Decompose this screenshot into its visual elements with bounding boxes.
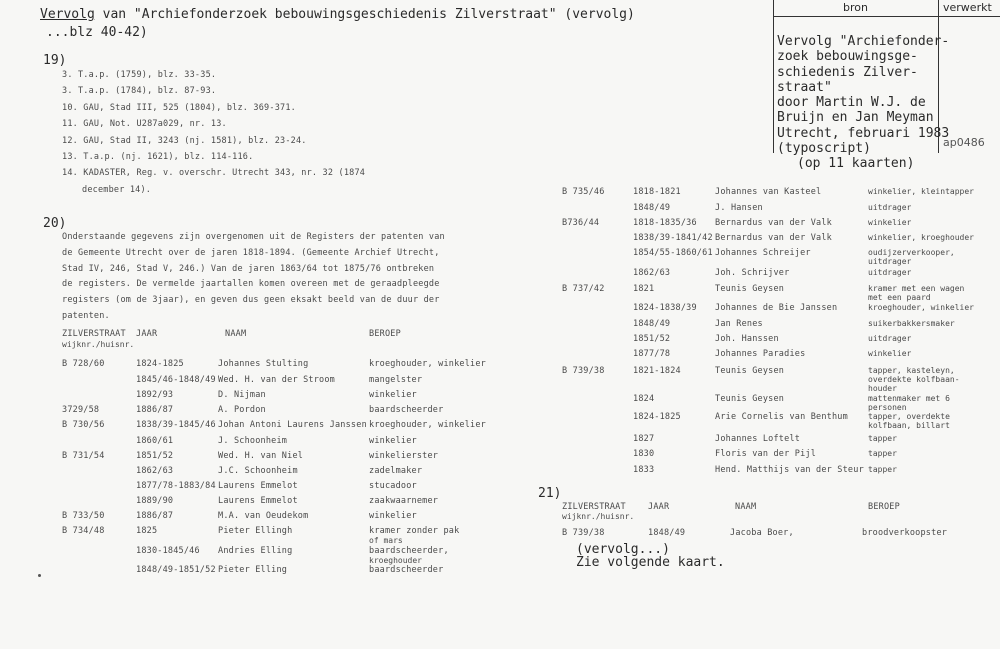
- table-row-name: Joh. Schrijver: [715, 268, 790, 278]
- note-19-item: 3. T.a.p. (1784), blz. 87-93.: [62, 86, 217, 97]
- col-header-job: BEROEP: [369, 329, 401, 339]
- table-row-year: 1845/46-1848/49: [136, 375, 216, 385]
- document-title: [40, 7, 635, 22]
- title-subtitle: ...blz 40-42): [46, 25, 148, 40]
- table-row-job-cont: uitdrager: [868, 257, 912, 266]
- col-header-name: NAAM: [225, 329, 247, 339]
- source-line: Bruijn en Jan Meyman: [777, 110, 934, 126]
- note-19-label: 19): [43, 53, 67, 68]
- table-row-name: Andries Elling: [218, 546, 293, 556]
- table-row-name: Johannes van Kasteel: [715, 187, 822, 197]
- table-row-job: winkelier: [868, 218, 912, 227]
- table-row-job: stucadoor: [369, 481, 417, 491]
- source-description: [777, 34, 949, 156]
- note21-row-year: 1848/49: [648, 528, 686, 538]
- table-row-name: Arie Cornelis van Benthum: [715, 412, 848, 422]
- table-row-year: 1825: [136, 526, 158, 536]
- table-row-year: 1886/87: [136, 511, 174, 521]
- table-row-name: Johannes Stulting: [218, 359, 309, 369]
- table-row-name: Laurens Emmelot: [218, 481, 298, 491]
- table-row-job: uitdrager: [868, 268, 912, 277]
- table-row-job: mangelster: [369, 375, 423, 385]
- note-20-paragraph: [62, 230, 445, 325]
- see-next-card: Zie volgende kaart.: [576, 555, 725, 570]
- table-row-job: tapper: [868, 465, 897, 474]
- source-line: (typoscript): [777, 141, 871, 157]
- note-20-label: 20): [43, 216, 67, 231]
- source-line: Utrecht, februari 1983: [777, 125, 950, 141]
- table-row-year: 1827: [633, 434, 655, 444]
- table-row-name: Laurens Emmelot: [218, 496, 298, 506]
- table-row-year: 1889/90: [136, 496, 174, 506]
- table-row-name: Johannes de Bie Janssen: [715, 303, 838, 313]
- table-row-job: baardscheerder,: [369, 546, 449, 556]
- vervolg-word: Vervolg: [40, 7, 95, 22]
- table-row-nr: B 733/50: [62, 511, 105, 521]
- table-row-job: uitdrager: [868, 334, 912, 343]
- note-20-line: Onderstaande gegevens zijn overgenomen uit de Registers der patenten van: [62, 232, 445, 242]
- note-19-item: 3. T.a.p. (1759), blz. 33-35.: [62, 70, 217, 80]
- table-row-year: 1886/87: [136, 405, 174, 415]
- table-row-year: 1818-1821: [633, 187, 681, 197]
- note21-col-header-job: BEROEP: [868, 502, 900, 512]
- note-20-line: de Gemeente Utrecht over de jaren 1818-1894. (Gemeente Archief Utrecht,: [62, 247, 440, 258]
- table-row-job: kroeghouder, winkelier: [369, 420, 486, 430]
- table-row-name: J.C. Schoonheim: [218, 466, 298, 476]
- table-row-name: Pieter Ellingh: [218, 526, 293, 536]
- table-row-year: 1824-1838/39: [633, 303, 697, 313]
- note-19-item: 12. GAU, Stad II, 3243 (nj. 1581), blz. 23-24.: [62, 135, 307, 146]
- source-line: zoek bebouwingsge-: [777, 49, 918, 65]
- table-row-job: mattenmaker met 6: [868, 394, 950, 403]
- table-row-year: 1830: [633, 449, 655, 459]
- note21-col-header-year: JAAR: [648, 502, 670, 512]
- table-row-name: Floris van der Pijl: [715, 449, 817, 459]
- note-20-line: de registers. De vermelde jaartallen komen overeen met de geraadpleegde: [62, 279, 440, 290]
- table-row-year: 1838/39-1841/42: [633, 233, 713, 243]
- table-row-job-cont: kroeghouder: [369, 556, 422, 565]
- table-row-job: tapper: [868, 434, 897, 443]
- vervolg-note: (vervolg...): [576, 542, 670, 557]
- table-row-job-cont: overdekte kolfbaan-: [868, 375, 960, 384]
- table-row-job-cont: kolfbaan, billart: [868, 421, 950, 430]
- table-row-year: 1824-1825: [633, 412, 681, 422]
- table-row-name: Johannes Loftelt: [715, 434, 801, 444]
- table-row-name: M.A. van Oeudekom: [218, 511, 309, 521]
- table-row-job: suikerbakkersmaker: [868, 319, 955, 328]
- note-21-label: 21): [538, 486, 562, 501]
- note21-col-header-street: ZILVERSTRAAT: [562, 502, 626, 512]
- table-row-job: tapper, kasteleyn,: [868, 366, 955, 375]
- cards-count: (op 11 kaarten): [797, 156, 915, 171]
- note-19-item-cont: december 14).: [82, 184, 152, 195]
- table-row-job: baardscheerder: [369, 565, 444, 575]
- table-row-name: Joh. Hanssen: [715, 334, 779, 344]
- table-row-year: 1838/39-1845/46: [136, 420, 216, 430]
- table-row-year: 1848/49: [633, 319, 671, 329]
- table-row-job: winkelierster: [369, 451, 439, 461]
- col-header-year: JAAR: [136, 329, 158, 339]
- table-row-job-cont: met een paard: [868, 293, 931, 302]
- bron-box-left-border: [773, 0, 774, 153]
- source-line: straat": [777, 79, 832, 95]
- table-row-job: kroeghouder, winkelier: [369, 359, 486, 369]
- table-row-nr: B736/44: [562, 218, 600, 228]
- table-row-job: oudijzerverkooper,: [868, 248, 955, 257]
- table-row-year: 1848/49-1851/52: [136, 565, 216, 575]
- source-line: door Martin W.J. de: [777, 95, 926, 111]
- verwerkt-header: verwerkt: [943, 1, 992, 14]
- table-row-name: Teunis Geysen: [715, 366, 785, 376]
- table-row-job: winkelier: [369, 390, 417, 400]
- table-row-name: Teunis Geysen: [715, 284, 785, 294]
- table-row-year: 1824: [633, 394, 655, 404]
- table-row-year: 1877/78-1883/84: [136, 481, 216, 491]
- title-text: van "Archiefonderzoek bebouwingsgeschiedenis Zilverstraat" (vervolg): [102, 7, 635, 22]
- table-row-year: 1854/55-1860/61: [633, 248, 713, 258]
- table-row-job-cont: of mars: [369, 536, 403, 545]
- table-row-nr: B 730/56: [62, 420, 105, 430]
- table-row-job: tapper: [868, 449, 897, 458]
- table-row-job: winkelier: [369, 511, 417, 521]
- note-19-item: 13. T.a.p. (nj. 1621), blz. 114-116.: [62, 152, 254, 163]
- table-row-name: Bernardus van der Valk: [715, 218, 832, 228]
- col-header-street-sub: wijknr./huisnr.: [62, 340, 135, 349]
- table-row-job: uitdrager: [868, 203, 912, 212]
- col-header-street: ZILVERSTRAAT: [62, 329, 126, 339]
- table-row-nr: B 737/42: [562, 284, 605, 294]
- table-row-year: 1821-1824: [633, 366, 681, 376]
- table-row-year: 1848/49: [633, 203, 671, 213]
- table-row-year: 1851/52: [136, 451, 174, 461]
- table-row-name: J. Hansen: [715, 203, 763, 213]
- table-row-job: winkelier, kroeghouder: [868, 233, 974, 242]
- table-row-job-cont: houder: [868, 384, 897, 393]
- table-row-nr: 3729/58: [62, 405, 100, 415]
- note-19-list: [62, 67, 365, 198]
- table-row-name: Wed. H. van Niel: [218, 451, 304, 461]
- speck-mark: [38, 574, 41, 577]
- table-row-job: winkelier: [868, 349, 912, 358]
- table-row-job: baardscheerder: [369, 405, 444, 415]
- note21-col-header-street-sub: wijknr./huisnr.: [562, 512, 635, 521]
- table-row-year: 1824-1825: [136, 359, 184, 369]
- table-row-name: Hend. Matthijs van der Steur: [715, 465, 864, 475]
- table-row-job: kramer zonder pak: [369, 526, 460, 536]
- note-20-line: registers (om de 3jaar), en geven dus geen eksakt beeld van de duur der: [62, 295, 440, 306]
- table-row-nr: B 735/46: [562, 187, 605, 197]
- table-row-name: Johannes Paradies: [715, 349, 806, 359]
- note21-row-nr: B 739/38: [562, 528, 605, 538]
- source-line: Vervolg "Archiefonder-: [777, 34, 950, 49]
- archive-code: ap0486: [943, 136, 985, 149]
- table-row-year: 1851/52: [633, 334, 671, 344]
- table-row-job: winkelier: [369, 436, 417, 446]
- table-row-nr: B 734/48: [62, 526, 105, 536]
- table-row-year: 1877/78: [633, 349, 671, 359]
- table-row-job: zaakwaarnemer: [369, 496, 439, 506]
- table-row-name: Pieter Elling: [218, 565, 288, 575]
- table-row-year: 1833: [633, 465, 655, 475]
- note21-col-header-name: NAAM: [735, 502, 757, 512]
- table-row-job: tapper, overdekte: [868, 412, 950, 421]
- bron-box-header-line: [773, 16, 1000, 17]
- table-row-job-cont: personen: [868, 403, 907, 412]
- table-row-name: Johannes Schreijer: [715, 248, 811, 258]
- table-row-year: 1818-1835/36: [633, 218, 697, 228]
- table-row-nr: B 728/60: [62, 359, 105, 369]
- note-20-line: patenten.: [62, 310, 110, 321]
- table-row-name: Wed. H. van der Stroom: [218, 375, 335, 385]
- note-20-line: Stad IV, 246, Stad V, 246.) Van de jaren 1863/64 tot 1875/76 ontbreken: [62, 263, 435, 274]
- table-row-job: kramer met een wagen: [868, 284, 965, 293]
- table-row-name: Bernardus van der Valk: [715, 233, 832, 243]
- table-row-year: 1830-1845/46: [136, 546, 200, 556]
- table-row-nr: B 739/38: [562, 366, 605, 376]
- bron-header: bron: [843, 1, 868, 14]
- table-row-name: Jan Renes: [715, 319, 763, 329]
- table-row-name: A. Pordon: [218, 405, 266, 415]
- table-row-year: 1860/61: [136, 436, 174, 446]
- table-row-nr: B 731/54: [62, 451, 105, 461]
- table-row-year: 1821: [633, 284, 655, 294]
- table-row-year: 1862/63: [136, 466, 174, 476]
- note21-row-job: broodverkoopster: [862, 528, 948, 538]
- table-row-year: 1862/63: [633, 268, 671, 278]
- table-row-name: Teunis Geysen: [715, 394, 785, 404]
- table-row-name: Johan Antoni Laurens Janssen: [218, 420, 367, 430]
- table-row-job: winkelier, kleintapper: [868, 187, 974, 196]
- source-line: schiedenis Zilver-: [777, 64, 918, 80]
- table-row-name: J. Schoonheim: [218, 436, 288, 446]
- note-19-item: 14. KADASTER, Reg. v. overschr. Utrecht 343, nr. 32 (1874: [62, 168, 366, 179]
- table-row-job: kroeghouder, winkelier: [868, 303, 974, 312]
- table-row-year: 1892/93: [136, 390, 174, 400]
- table-row-name: D. Nijman: [218, 390, 266, 400]
- note-19-item: 11. GAU, Not. U287a029, nr. 13.: [62, 119, 227, 130]
- note21-row-name: Jacoba Boer,: [730, 528, 794, 538]
- table-row-job: zadelmaker: [369, 466, 423, 476]
- note-19-item: 10. GAU, Stad III, 525 (1804), blz. 369-371.: [62, 102, 296, 113]
